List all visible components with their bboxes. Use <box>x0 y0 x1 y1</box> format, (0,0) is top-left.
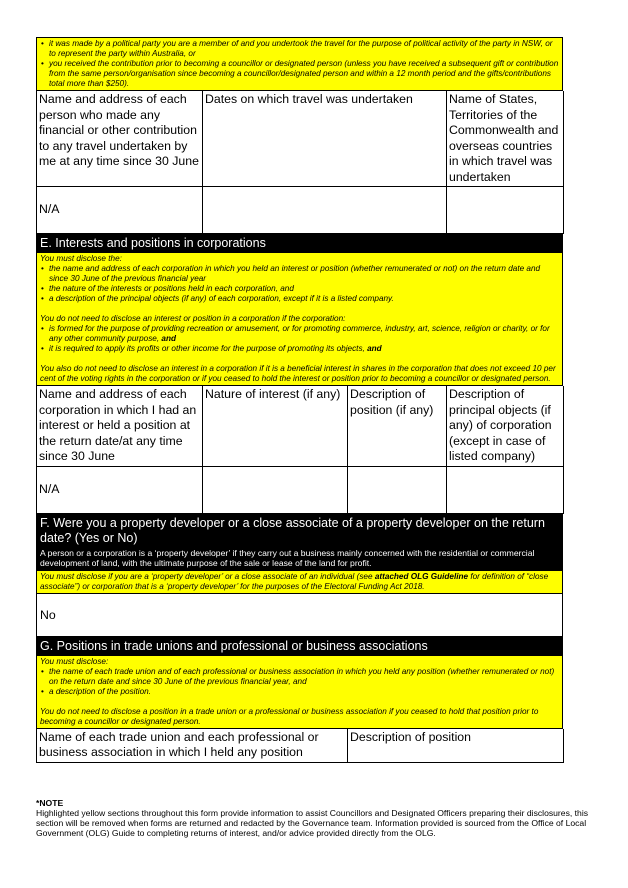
guidance-text: You do not need to disclose a position in a trade union or a professional or business association if you ceased to hold that position prior to becoming a councillor or designated person. <box>40 706 539 726</box>
guidance-text: You must disclose if you are a ‘property developer’ or a close associate of an individual (see attached OLG Guideline for definition of “close associate”) or corporation that is a ‘property developer’ for the purposes of the Electoral Funding Act 2018. <box>40 571 549 591</box>
note-text: Highlighted yellow sections throughout this form provide information to assist Councillors and Designated Officers preparing their disclosures, this section will be removed when forms are returned and redacted by the Governance team. Information provided is sourced from the Office of Local Government (OLG) Guide to completing returns of interest, and/or advice provided directly from the OLG. <box>36 808 589 838</box>
guidance-item: • the nature of the interests or positions held in each corporation, and <box>40 284 559 294</box>
note-title: *NOTE <box>36 798 64 808</box>
table-header: Description of principal objects (if any) of corporation (except in case of listed company) <box>447 386 564 466</box>
section-e-title: E. Interests and positions in corporations <box>36 234 563 253</box>
guidance-item: • the name of each trade union and of each professional or business association in which you held any position (whether remunerated or not) on the return date and since 30 June of the previous financial year, and <box>40 667 559 687</box>
section-g-title: G. Positions in trade unions and professional or business associations <box>36 637 563 656</box>
disclosure-form <box>36 37 563 763</box>
property-developer-answer[interactable]: No <box>36 594 563 637</box>
table-cell[interactable]: N/A <box>37 187 203 234</box>
table-cell[interactable] <box>447 466 564 513</box>
table-cell[interactable] <box>447 187 564 234</box>
guidance-intro: You must disclose the: <box>40 254 122 263</box>
table-header: Description of position (if any) <box>348 386 447 466</box>
guidance-item: • it was made by a political party you are a member of and you undertook the travel for the purpose of political activity of the party in NSW, or to represent the party within Australia, or <box>40 39 559 59</box>
trade-unions-table <box>36 729 564 763</box>
table-cell[interactable] <box>348 466 447 513</box>
guidance-item: • is formed for the purpose of providing recreation or amusement, or for promoting commerce, industry, art, science, religion or charity, or for any other community purpose, and <box>40 324 559 344</box>
travel-guidance-box <box>36 37 563 91</box>
travel-table <box>36 91 564 234</box>
table-header: Dates on which travel was undertaken <box>203 91 447 187</box>
table-cell[interactable]: N/A <box>37 466 203 513</box>
table-header: Description of position <box>348 729 564 763</box>
guidance-item: • you received the contribution prior to becoming a councillor or designated person (unless you have received a subsequent gift or contribution from the same person/organisation since becoming a councillor/designated person and within a 12 month period and the gifts/contributions total more than $250). <box>40 59 559 89</box>
section-f-guidance <box>36 571 563 594</box>
section-f-title: F. Were you a property developer or a close associate of a property developer on the return date? (Yes or No) <box>36 514 563 548</box>
section-f-definition: A person or a corporation is a ‘property developer’ if they carry out a business mainly concerned with the residential or commercial development of land, with the ultimate purpose of the sale or lease of the land for profit. <box>36 548 563 571</box>
table-cell[interactable] <box>203 187 447 234</box>
table-cell[interactable] <box>203 466 348 513</box>
section-g-guidance <box>36 656 563 729</box>
guidance-item: • it is required to apply its profits or other income for the purpose of promoting its objects, and <box>40 344 559 354</box>
guidance-item: • the name and address of each corporation in which you held an interest or position (whether remunerated or not) on the return date and since 30 June of the previous financial year <box>40 264 559 284</box>
table-header: Name of States, Territories of the Commonwealth and overseas countries in which travel was undertaken <box>447 91 564 187</box>
guidance-item: • a description of the principal objects (if any) of each corporation, except if it is a listed company. <box>40 294 559 304</box>
table-header: Name of each trade union and each professional or business association in which I held any position <box>37 729 348 763</box>
guidance-text: You also do not need to disclose an interest in a corporation if it is a beneficial interest in shares in the corporation that does not exceed 10 per cent of the voting rights in the corporation or if you ceased to hold the interest or position prior to becoming a councillor or designated person. <box>40 364 556 383</box>
guidance-intro: You must disclose: <box>40 656 109 666</box>
footer-note <box>36 798 596 838</box>
table-header: Name and address of each corporation in which I had an interest or held a position at the return date/at any time since 30 June <box>37 386 203 466</box>
guidance-item: • a description of the position. <box>40 687 559 697</box>
table-header: Name and address of each person who made any financial or other contribution to any travel undertaken by me at any time since 30 June <box>37 91 203 187</box>
table-header: Nature of interest (if any) <box>203 386 348 466</box>
section-e-guidance <box>36 253 563 386</box>
guidance-intro: You do not need to disclose an interest or position in a corporation if the corporation: <box>40 314 346 323</box>
corporations-table <box>36 386 564 514</box>
